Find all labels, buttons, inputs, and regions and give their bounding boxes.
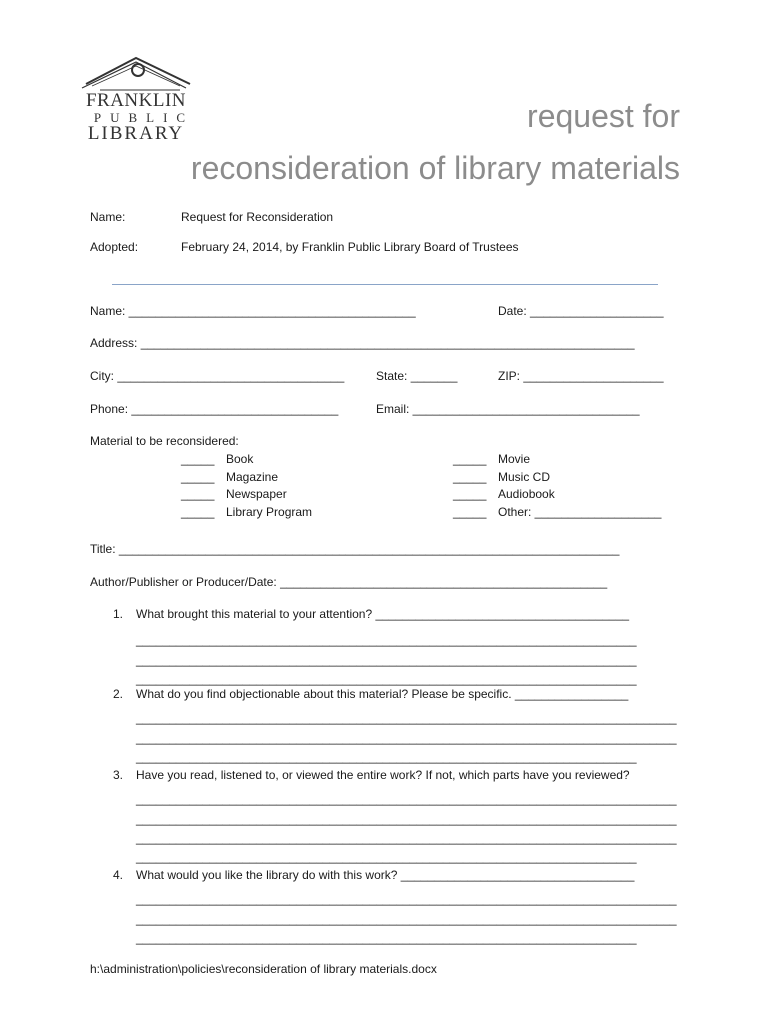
state-field[interactable]: State: _______ xyxy=(376,369,458,383)
question-1-text[interactable]: What brought this material to your attention? ______________________________________ xyxy=(136,607,630,621)
question-2-line-3[interactable]: ___________________________________________________________________________ xyxy=(136,750,637,764)
material-option-movie: Movie xyxy=(498,452,531,466)
question-2-text[interactable]: What do you find objectionable about this material? Please be specific. _________________ xyxy=(136,687,629,701)
question-4-line-1[interactable]: _________________________________________________________________________________ xyxy=(136,892,677,906)
material-blank-book[interactable]: _____ xyxy=(181,452,215,466)
material-option-library-program: Library Program xyxy=(226,505,313,519)
library-logo xyxy=(80,54,195,144)
title-field[interactable]: Title: ___________________________________________________________________________ xyxy=(90,542,620,556)
question-3-text[interactable]: Have you read, listened to, or viewed the entire work? If not, which parts have you reviewed? xyxy=(136,768,630,782)
material-blank-audiobook[interactable]: _____ xyxy=(453,487,487,501)
material-heading: Material to be reconsidered: xyxy=(90,434,239,448)
material-blank-library-program[interactable]: _____ xyxy=(181,505,215,519)
material-blank-newspaper[interactable]: _____ xyxy=(181,487,215,501)
question-1-line-3[interactable]: ___________________________________________________________________________ xyxy=(136,672,637,686)
email-field[interactable]: Email: __________________________________ xyxy=(376,402,640,416)
question-2-number: 2. xyxy=(113,687,124,701)
material-blank-magazine[interactable]: _____ xyxy=(181,470,215,484)
divider-rule xyxy=(112,284,658,285)
question-4-line-3[interactable]: ___________________________________________________________________________ xyxy=(136,931,637,945)
material-option-magazine: Magazine xyxy=(226,470,279,484)
phone-field[interactable]: Phone: _______________________________ xyxy=(90,402,339,416)
zip-field[interactable]: ZIP: _____________________ xyxy=(498,369,664,383)
city-field[interactable]: City: __________________________________ xyxy=(90,369,345,383)
question-3-line-2[interactable]: _________________________________________________________________________________ xyxy=(136,812,677,826)
meta-adopted-value: February 24, 2014, by Franklin Public Library Board of Trustees xyxy=(181,240,519,254)
meta-adopted-label: Adopted: xyxy=(90,240,139,254)
author-field[interactable]: Author/Publisher or Producer/Date: _________________________________________________ xyxy=(90,575,608,589)
material-blank-movie[interactable]: _____ xyxy=(453,452,487,466)
question-2-line-1[interactable]: _________________________________________________________________________________ xyxy=(136,711,677,725)
title-line-2: reconsideration of library materials xyxy=(190,150,680,186)
material-option-newspaper: Newspaper xyxy=(226,487,287,501)
question-1-number: 1. xyxy=(113,607,124,621)
logo-line-2: PUBLIC xyxy=(93,110,195,125)
material-option-other[interactable]: Other: ___________________ xyxy=(498,505,662,519)
question-3-number: 3. xyxy=(113,768,124,782)
question-4-line-2[interactable]: _________________________________________________________________________________ xyxy=(136,912,677,926)
library-roof-icon xyxy=(80,54,192,94)
question-1-line-1[interactable]: ___________________________________________________________________________ xyxy=(136,633,637,647)
title-line-1: request for xyxy=(527,98,680,134)
logo-line-1: FRANKLIN xyxy=(85,90,187,111)
logo-line-3: LIBRARY xyxy=(87,123,185,144)
meta-name-label: Name: xyxy=(90,210,126,224)
question-4-number: 4. xyxy=(113,868,124,882)
meta-name-value: Request for Reconsideration xyxy=(181,210,334,224)
question-3-line-3[interactable]: _________________________________________________________________________________ xyxy=(136,831,677,845)
material-blank-music-cd[interactable]: _____ xyxy=(453,470,487,484)
material-option-music-cd: Music CD xyxy=(498,470,551,484)
address-field[interactable]: Address: __________________________________________________________________________ xyxy=(90,336,635,350)
question-3-line-1[interactable]: _________________________________________________________________________________ xyxy=(136,792,677,806)
date-field[interactable]: Date: ____________________ xyxy=(498,304,664,318)
question-3-line-4[interactable]: ___________________________________________________________________________ xyxy=(136,850,637,864)
material-option-audiobook: Audiobook xyxy=(498,487,555,501)
question-1-line-2[interactable]: ___________________________________________________________________________ xyxy=(136,653,637,667)
name-field[interactable]: Name: ___________________________________________ xyxy=(90,304,416,318)
question-2-line-2[interactable]: _________________________________________________________________________________ xyxy=(136,731,677,745)
material-option-book: Book xyxy=(226,452,254,466)
question-4-text[interactable]: What would you like the library do with this work? ___________________________________ xyxy=(136,868,635,882)
footer-file-path: h:\administration\policies\reconsideration of library materials.docx xyxy=(90,962,437,976)
material-blank-other[interactable]: _____ xyxy=(453,505,487,519)
